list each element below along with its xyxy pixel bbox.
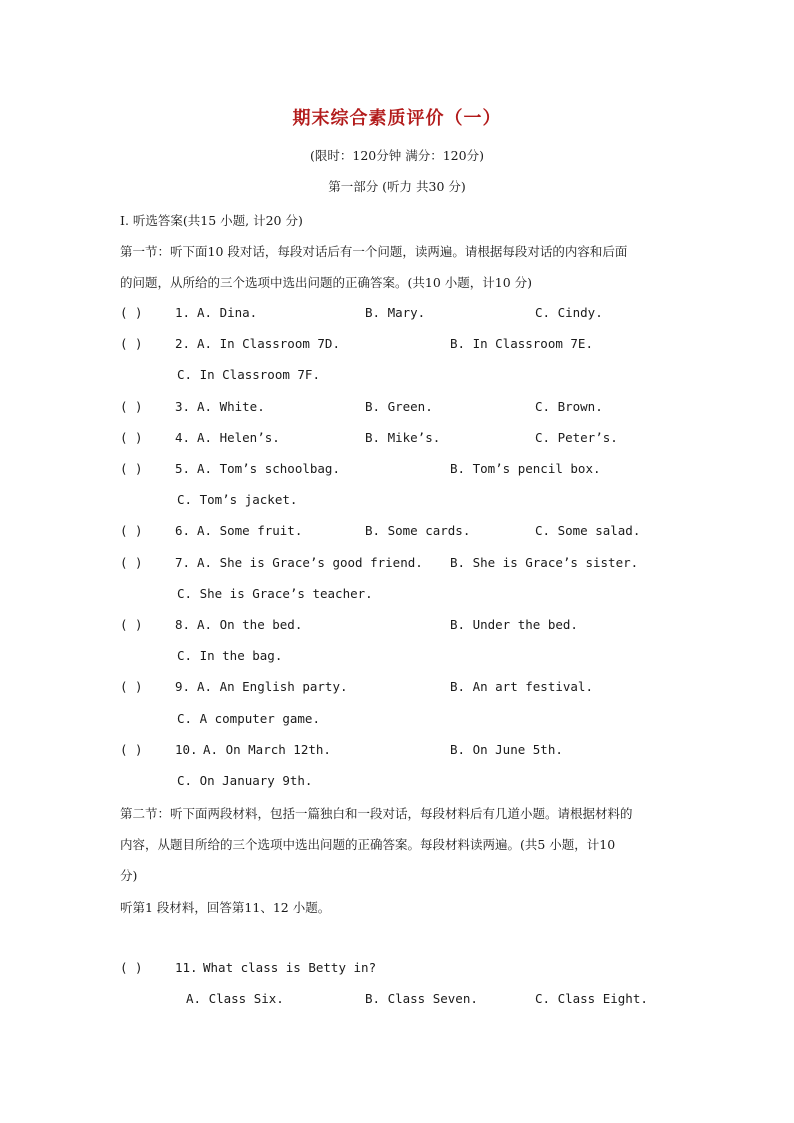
option-a: A. White.	[197, 399, 265, 414]
answer-blank[interactable]: ( )	[120, 430, 143, 445]
answer-blank[interactable]: ( )	[120, 742, 143, 757]
option-c: C. Peter’s.	[535, 430, 618, 445]
option-b: B. Mike’s.	[365, 430, 441, 445]
answer-blank[interactable]: ( )	[120, 679, 143, 694]
option-a: A. Some fruit.	[197, 523, 303, 538]
option-c: C. She is Grace’s teacher.	[177, 586, 373, 601]
question-11	[0, 960, 794, 976]
option-b: B. She is Grace’s sister.	[450, 555, 639, 570]
question-11-options	[0, 991, 794, 1007]
answer-blank[interactable]: ( )	[120, 399, 143, 414]
option-b: B. Some cards.	[365, 523, 471, 538]
option-b: B. In Classroom 7E.	[450, 336, 593, 351]
option-c: C. Some salad.	[535, 523, 641, 538]
option-a: A. Helen’s.	[197, 430, 280, 445]
question-number: 7.	[175, 555, 191, 570]
jie1-instructions-line2: 的问题，从所给的三个选项中选出问题的正确答案。(共10 小题，计10 分)	[120, 275, 533, 290]
question-number: 2.	[175, 336, 191, 351]
question-number: 8.	[175, 617, 191, 632]
answer-blank[interactable]: ( )	[120, 305, 143, 320]
question-number: 11.	[175, 960, 198, 975]
question-number: 1.	[175, 305, 191, 320]
option-a: A. An English party.	[197, 679, 348, 694]
question-3	[0, 399, 794, 415]
option-b: B. Tom’s pencil box.	[450, 461, 601, 476]
option-a: A. On March 12th.	[203, 742, 331, 757]
answer-blank[interactable]: ( )	[120, 523, 143, 538]
question-6	[0, 523, 794, 539]
option-a: A. Tom’s schoolbag.	[197, 461, 340, 476]
answer-blank[interactable]: ( )	[120, 555, 143, 570]
question-2	[0, 336, 794, 352]
answer-blank[interactable]: ( )	[120, 960, 143, 975]
option-a: A. Dina.	[197, 305, 258, 320]
question-1	[0, 305, 794, 321]
option-b: B. An art festival.	[450, 679, 593, 694]
option-b: B. Mary.	[365, 305, 426, 320]
question-number: 4.	[175, 430, 191, 445]
question-9	[0, 679, 794, 695]
option-c: C. In the bag.	[177, 648, 283, 663]
option-b: B. Under the bed.	[450, 617, 578, 632]
page-title: 期末综合素质评价（一）	[292, 108, 502, 129]
jie2-instructions-line3: 分)	[120, 868, 138, 883]
answer-blank[interactable]: ( )	[120, 336, 143, 351]
part-heading: 第一部分 (听力 共30 分)	[328, 179, 466, 194]
question-number: 6.	[175, 523, 191, 538]
question-4	[0, 430, 794, 446]
question-number: 5.	[175, 461, 191, 476]
question-10	[0, 742, 794, 758]
material-1-heading: 听第1 段材料，回答第11、12 小题。	[120, 900, 331, 915]
option-c: C. Tom’s jacket.	[177, 492, 298, 507]
question-number: 3.	[175, 399, 191, 414]
option-c: C. Class Eight.	[535, 991, 648, 1006]
option-c: C. Brown.	[535, 399, 603, 414]
option-b: B. On June 5th.	[450, 742, 563, 757]
question-stem: What class is Betty in?	[203, 960, 377, 975]
question-7	[0, 555, 794, 571]
section-heading: I. 听选答案(共15 小题, 计20 分)	[120, 213, 303, 228]
option-a: A. On the bed.	[197, 617, 303, 632]
option-c: C. On January 9th.	[177, 773, 313, 788]
question-8	[0, 617, 794, 633]
jie2-instructions-line2: 内容，从题目所给的三个选项中选出问题的正确答案。每段材料读两遍。(共5 小题，计10	[120, 837, 616, 852]
answer-blank[interactable]: ( )	[120, 617, 143, 632]
option-b: B. Class Seven.	[365, 991, 478, 1006]
question-number: 9.	[175, 679, 191, 694]
option-c: C. A computer game.	[177, 711, 320, 726]
option-a: A. Class Six.	[186, 991, 284, 1006]
exam-limits: (限时：120分钟 满分：120分)	[310, 148, 484, 163]
jie1-instructions-line1: 第一节：听下面10 段对话，每段对话后有一个问题，读两遍。请根据每段对话的内容和后面	[120, 244, 628, 259]
option-a: A. She is Grace’s good friend.	[197, 555, 423, 570]
option-c: C. In Classroom 7F.	[177, 367, 320, 382]
option-a: A. In Classroom 7D.	[197, 336, 340, 351]
option-b: B. Green.	[365, 399, 433, 414]
option-c: C. Cindy.	[535, 305, 603, 320]
answer-blank[interactable]: ( )	[120, 461, 143, 476]
jie2-instructions-line1: 第二节：听下面两段材料，包括一篇独白和一段对话，每段材料后有几道小题。请根据材料的	[120, 806, 633, 821]
question-5	[0, 461, 794, 477]
question-number: 10.	[175, 742, 198, 757]
